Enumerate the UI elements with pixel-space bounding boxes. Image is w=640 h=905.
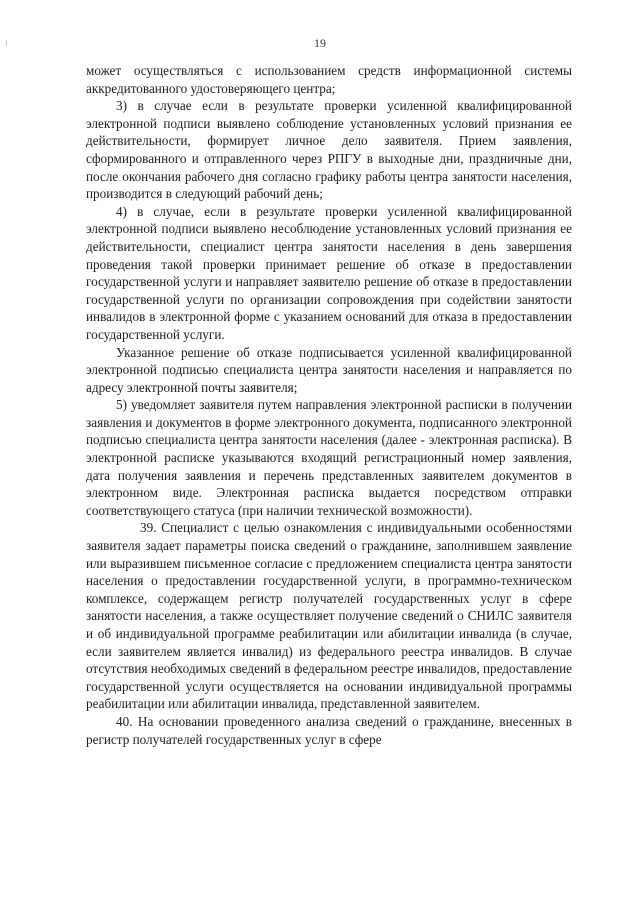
- paragraph-item-5: 5) уведомляет заявителя путем направления электронной расписки в получении заявления и документов в форме электронного документа, подписанного электронной подписью специалиста центра занятости населения (далее - электронная расписка). В электронной расписке указываются входящий регистрационный номер заявления, дата получения заявления и перечень представленных заявителем документов в электронном виде. Электронная расписка выдается посредством отправки соответствующего статуса (при наличии технической возможности).: [86, 397, 572, 518]
- paragraph-refusal-signature: Указанное решение об отказе подписывается усиленной квалифицированной электронной подписью специалиста центра занятости населения и направляется по адресу электронной почты заявителя;: [86, 344, 572, 395]
- document-body: [86, 62, 572, 748]
- paragraph-section-40: 40. На основании проведенного анализа сведений о гражданине, внесенных в регистр получателей государственных услуг в сфере: [86, 713, 572, 747]
- paragraph-continuation: может осуществляться с использованием средств информационной системы аккредитованного удостоверяющего центра;: [86, 63, 572, 96]
- paragraph-section-39: 39. Специалист с целью ознакомления с индивидуальными особенностями заявителя задает параметры поиска сведений о гражданине, заполнившем заявление или выразившем письменное согласие с предложением специалиста центра занятости населения о предоставлении государственной услуги, в программно-техническом комплексе, содержащем регистр получателей государственных услуг в сфере занятости населения, а также осуществляет получение сведений о СНИЛС заявителя и об индивидуальной программе реабилитации или абилитации инвалида (в случае, если заявителем является инвалид) из федерального реестра инвалидов. В случае отсутствия необходимых сведений в федеральном реестре инвалидов, предоставление государственной услуги осуществляется на основании индивидуальной программы реабилитации или абилитации инвалида, представленной заявителем.: [86, 520, 573, 712]
- paragraph-item-3: 3) в случае если в результате проверки усиленной квалифицированной электронной подписи выявлено соблюдение установленных условий признания ее действительности, формирует личное дело заявителя. Прием заявления, сформированного и отправленного через РПГУ в выходные дни, праздничные дни, после окончания рабочего дня согласно графику работы центра занятости населения, производится в следующий рабочий день;: [86, 98, 572, 202]
- paragraph-item-4: 4) в случае, если в результате проверки усиленной квалифицированной электронной подписи выявлено несоблюдение установленных условий признания ее действительности, специалист центра занятости населения в день завершения проведения такой проверки принимает решение об отказе в предоставлении государственной услуги и направляет заявителю решение об отказе в предоставлении государственной услуги по организации сопровождения при содействии занятости инвалидов в электронной форме с указанием оснований для отказа в предоставлении государственной услуги.: [86, 203, 572, 342]
- page-number: 19: [314, 36, 326, 50]
